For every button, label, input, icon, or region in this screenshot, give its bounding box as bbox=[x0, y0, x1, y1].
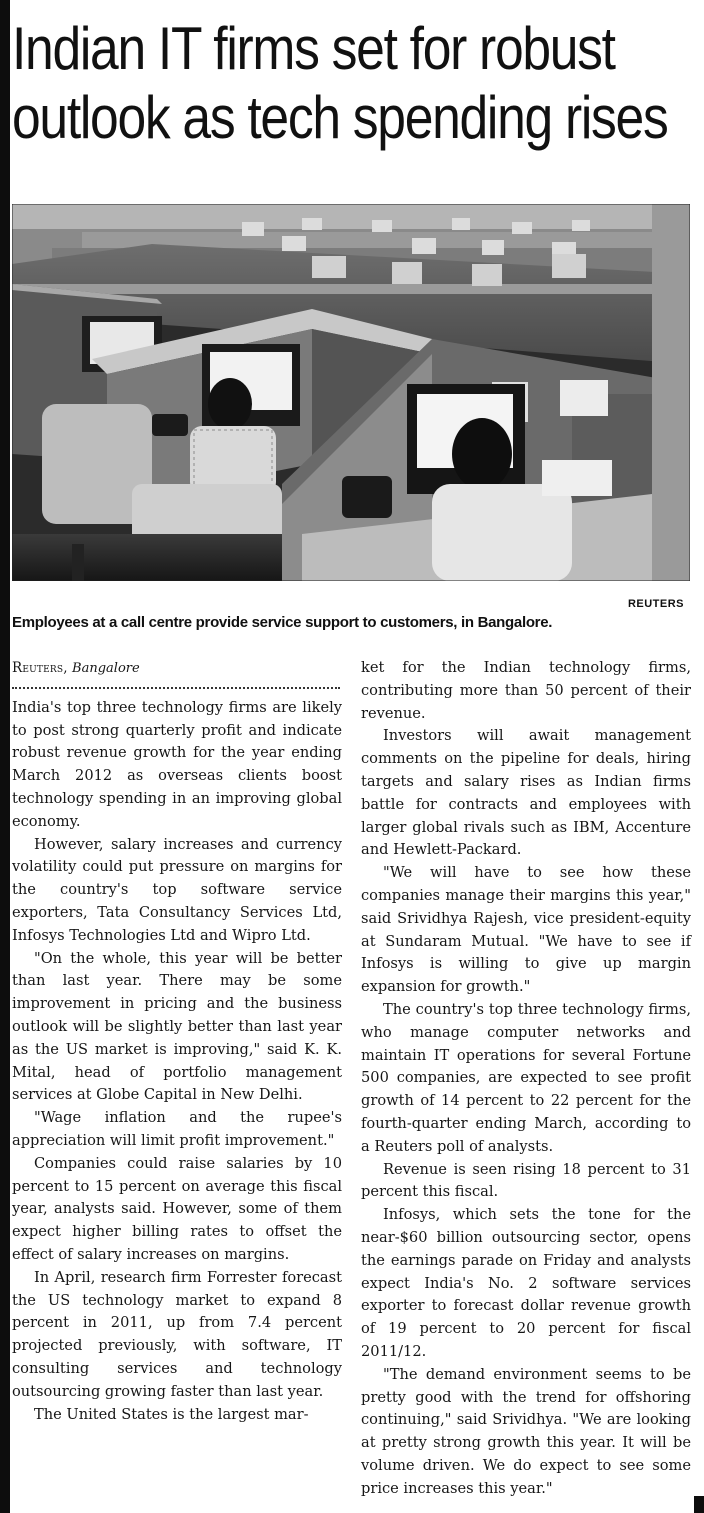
paragraph: In April, research firm Forrester forecast the US technology market to expand 8 percent in 2011, up from 7.4 percent projected previously, with software, IT consulting services and technology outsourcing growing faster than last year. bbox=[12, 1268, 342, 1400]
byline-place: Bangalore bbox=[72, 661, 140, 676]
page-border-corner bbox=[694, 1496, 704, 1513]
paragraph: "We will have to see how these companies manage their margins this year," said Srividhya Rajesh, vice president-equity at Sundaram Mutual. "We have to see if Infosys is willing to give up margin expansion for growth." bbox=[361, 864, 691, 996]
article-column-left bbox=[12, 657, 342, 1426]
paragraph: "Wage inflation and the rupee's appreciation will limit profit improvement." bbox=[12, 1109, 342, 1149]
photo-credit: REUTERS bbox=[627, 598, 684, 610]
paragraph: Revenue is seen rising 18 percent to 31 percent this fiscal. bbox=[361, 1160, 691, 1201]
headline bbox=[12, 14, 668, 152]
paragraph: "On the whole, this year will be better than last year. There may be some improvement in pricing and the business outlook will be slightly better than last year as the US market is improving," said K. K. Mital, head of portfolio management services at Globe Capital in New Delhi. bbox=[12, 949, 342, 1104]
headline-line-1: Indian IT firms set for robust bbox=[12, 15, 615, 82]
paragraph: India's top three technology firms are likely to post strong quarterly profit and indicate robust revenue growth for the year ending March 2012 as overseas clients boost technology spending in an improving global economy. bbox=[12, 698, 342, 830]
dotted-divider bbox=[12, 681, 340, 689]
byline-agency: Reuters, bbox=[12, 660, 68, 676]
paragraph: Companies could raise salaries by 10 percent to 15 percent on average this fiscal year, analysts said. However, some of them expect higher billing rates to offset the effect of salary increases on margins. bbox=[12, 1154, 342, 1263]
article-column-right bbox=[361, 657, 691, 1500]
call-centre-photo bbox=[12, 204, 690, 581]
paragraph: ket for the Indian technology firms, contributing more than 50 percent of their revenue. bbox=[361, 659, 691, 722]
paragraph: "The demand environment seems to be pretty good with the trend for offshoring continuing," said Srividhya. "We are looking at pretty strong growth this year. It will be volume driven. We do expect to see some price increases this year." bbox=[361, 1365, 691, 1497]
paragraph: The country's top three technology firms, who manage computer networks and maintain IT operations for several Fortune 500 companies, are expected to see profit growth of 14 percent to 22 percent for the fourth-quarter ending March, according to a Reuters poll of analysts. bbox=[361, 1000, 691, 1155]
paragraph: Infosys, which sets the tone for the near-$60 billion outsourcing sector, opens the earnings parade on Friday and analysts expect India's No. 2 software services exporter to forecast dollar revenue growth of 19 percent to 20 percent for fiscal 2011/12. bbox=[361, 1206, 691, 1360]
paragraph: Investors will await management comments on the pipeline for deals, hiring targets and salary rises as Indian firms battle for contracts and employees with larger global rivals such as IBM, Accenture and Hewlett-Packard. bbox=[361, 727, 691, 859]
headline-line-2: outlook as tech spending rises bbox=[12, 84, 668, 151]
page-border-left bbox=[0, 0, 10, 1513]
paragraph: The United States is the largest mar- bbox=[34, 1405, 309, 1423]
photo-caption: Employees at a call centre provide service support to customers, in Bangalore. bbox=[12, 614, 553, 631]
paragraph: However, salary increases and currency volatility could put pressure on margins for the country's top software service exporters, Tata Consultancy Services Ltd, Infosys Technologies Ltd and Wipro Ltd. bbox=[12, 835, 342, 944]
byline bbox=[12, 657, 342, 681]
